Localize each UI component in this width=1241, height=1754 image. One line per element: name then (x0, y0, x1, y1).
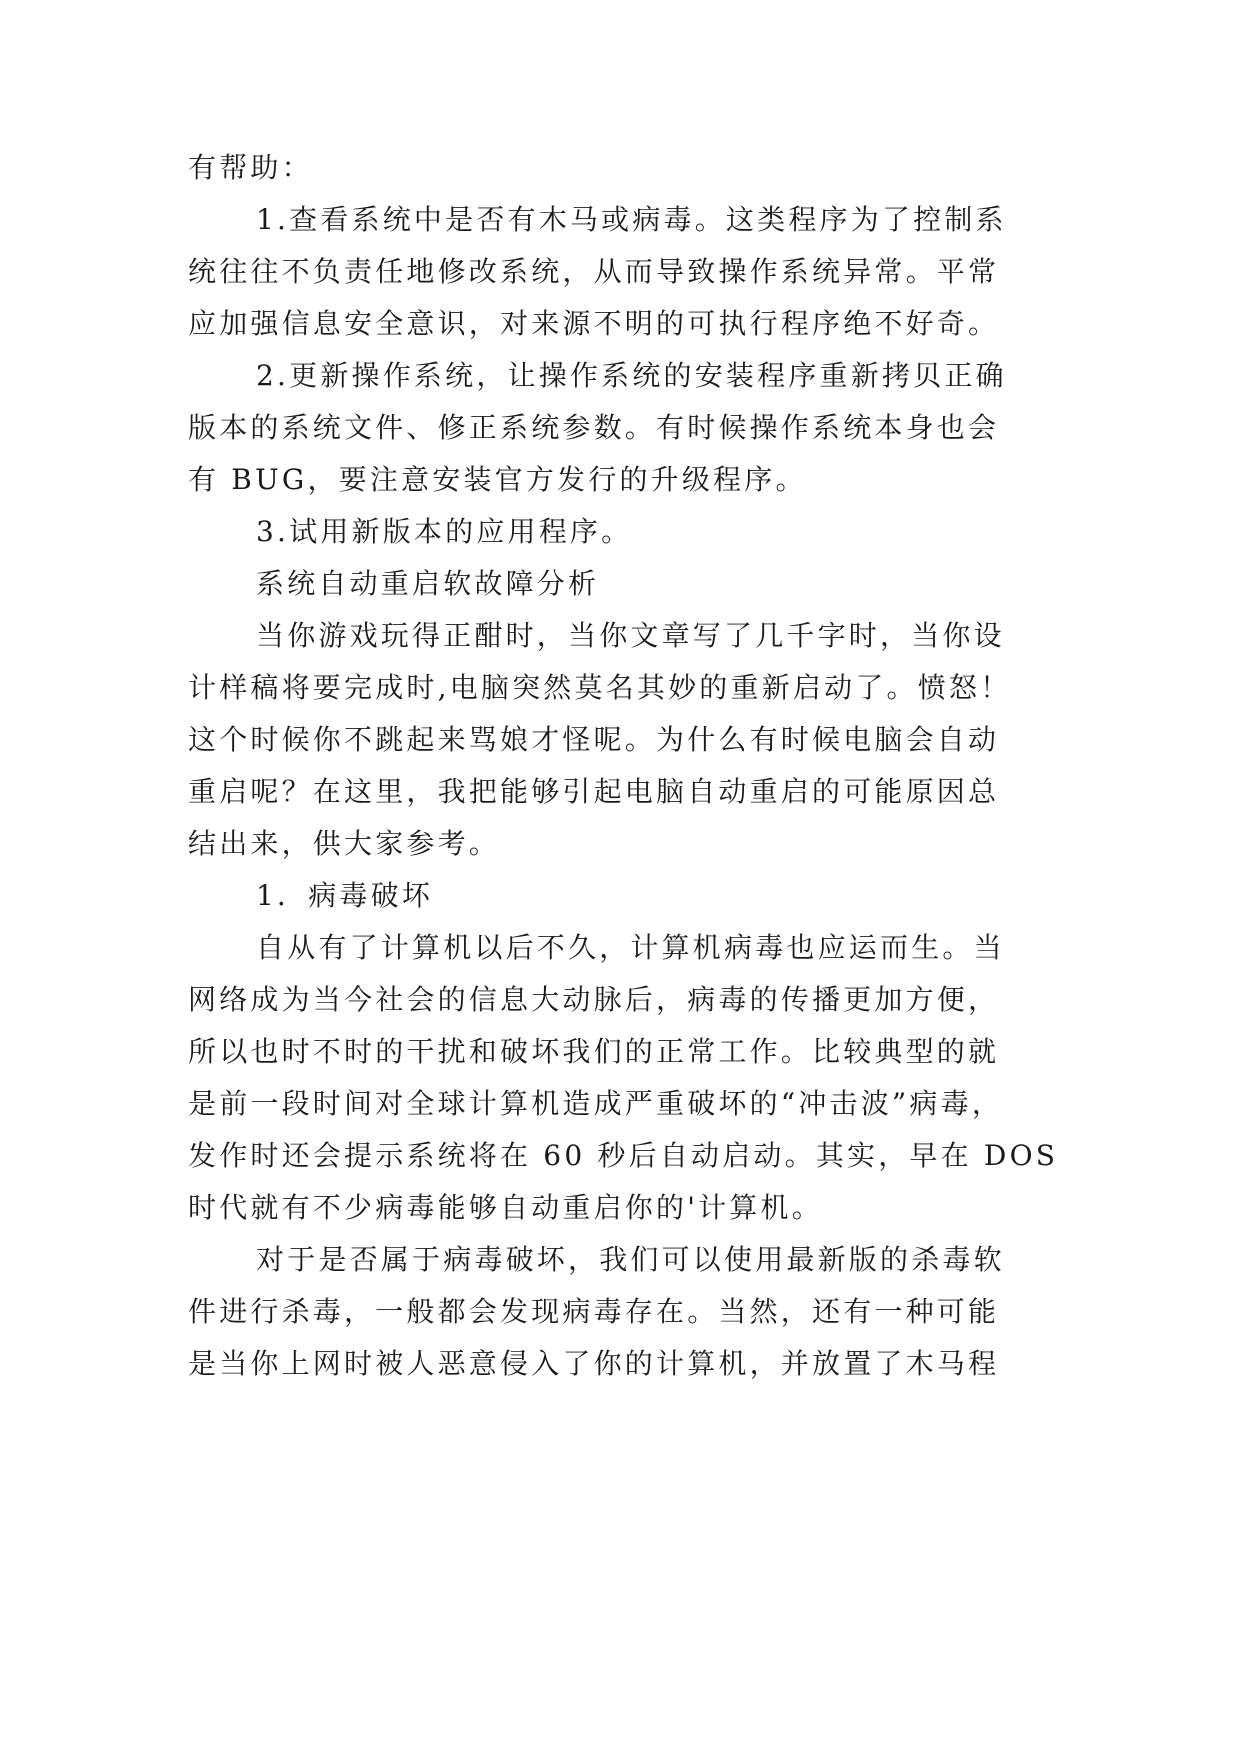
list-item-1: 1.查看系统中是否有木马或病毒。这类程序为了控制系 (256, 203, 1007, 236)
subheading: 1．病毒破坏 (256, 879, 434, 912)
paragraph-start: 对于是否属于病毒破坏，我们可以使用最新版的杀毒软 (256, 1243, 1005, 1276)
text-line: 是当你上网时被人恶意侵入了你的计算机，并放置了木马程 (188, 1347, 1000, 1380)
list-item-2: 2.更新操作系统，让操作系统的安装程序重新拷贝正确 (256, 359, 1007, 392)
section-heading: 系统自动重启软故障分析 (256, 567, 600, 600)
list-item-3: 3.试用新版本的应用程序。 (256, 515, 633, 548)
text-line: 所以也时不时的干扰和破坏我们的正常工作。比较典型的就 (188, 1035, 1000, 1068)
text-line: 件进行杀毒，一般都会发现病毒存在。当然，还有一种可能 (188, 1295, 1000, 1328)
text-line: 发作时还会提示系统将在 60 秒后自动启动。其实，早在 DOS (188, 1139, 1059, 1172)
text-line: 这个时候你不跳起来骂娘才怪呢。为什么有时候电脑会自动 (188, 723, 1000, 756)
text-line: 版本的系统文件、修正系统参数。有时候操作系统本身也会 (188, 411, 1000, 444)
text-line: 网络成为当今社会的信息大动脉后，病毒的传播更加方便， (188, 983, 1000, 1016)
text-line: 是前一段时间对全球计算机造成严重破坏的“冲击波”病毒， (188, 1087, 1004, 1120)
text-line: 计样稿将要完成时,电脑突然莫名其妙的重新启动了。愤怒！ (188, 671, 1012, 704)
text-line: 应加强信息安全意识，对来源不明的可执行程序绝不好奇。 (188, 307, 1000, 340)
text-line: 时代就有不少病毒能够自动重启你的'计算机。 (188, 1191, 823, 1224)
text-line: 重启呢？在这里，我把能够引起电脑自动重启的可能原因总 (188, 775, 1000, 808)
paragraph-start: 当你游戏玩得正酣时，当你文章写了几千字时，当你设 (256, 619, 1005, 652)
text-line: 有帮助： (188, 151, 313, 184)
text-line: 结出来，供大家参考。 (188, 827, 501, 860)
paragraph-start: 自从有了计算机以后不久，计算机病毒也应运而生。当 (256, 931, 1005, 964)
text-line: 有 BUG，要注意安装官方发行的升级程序。 (188, 463, 807, 496)
text-line: 统往往不负责任地修改系统，从而导致操作系统异常。平常 (188, 255, 1000, 288)
